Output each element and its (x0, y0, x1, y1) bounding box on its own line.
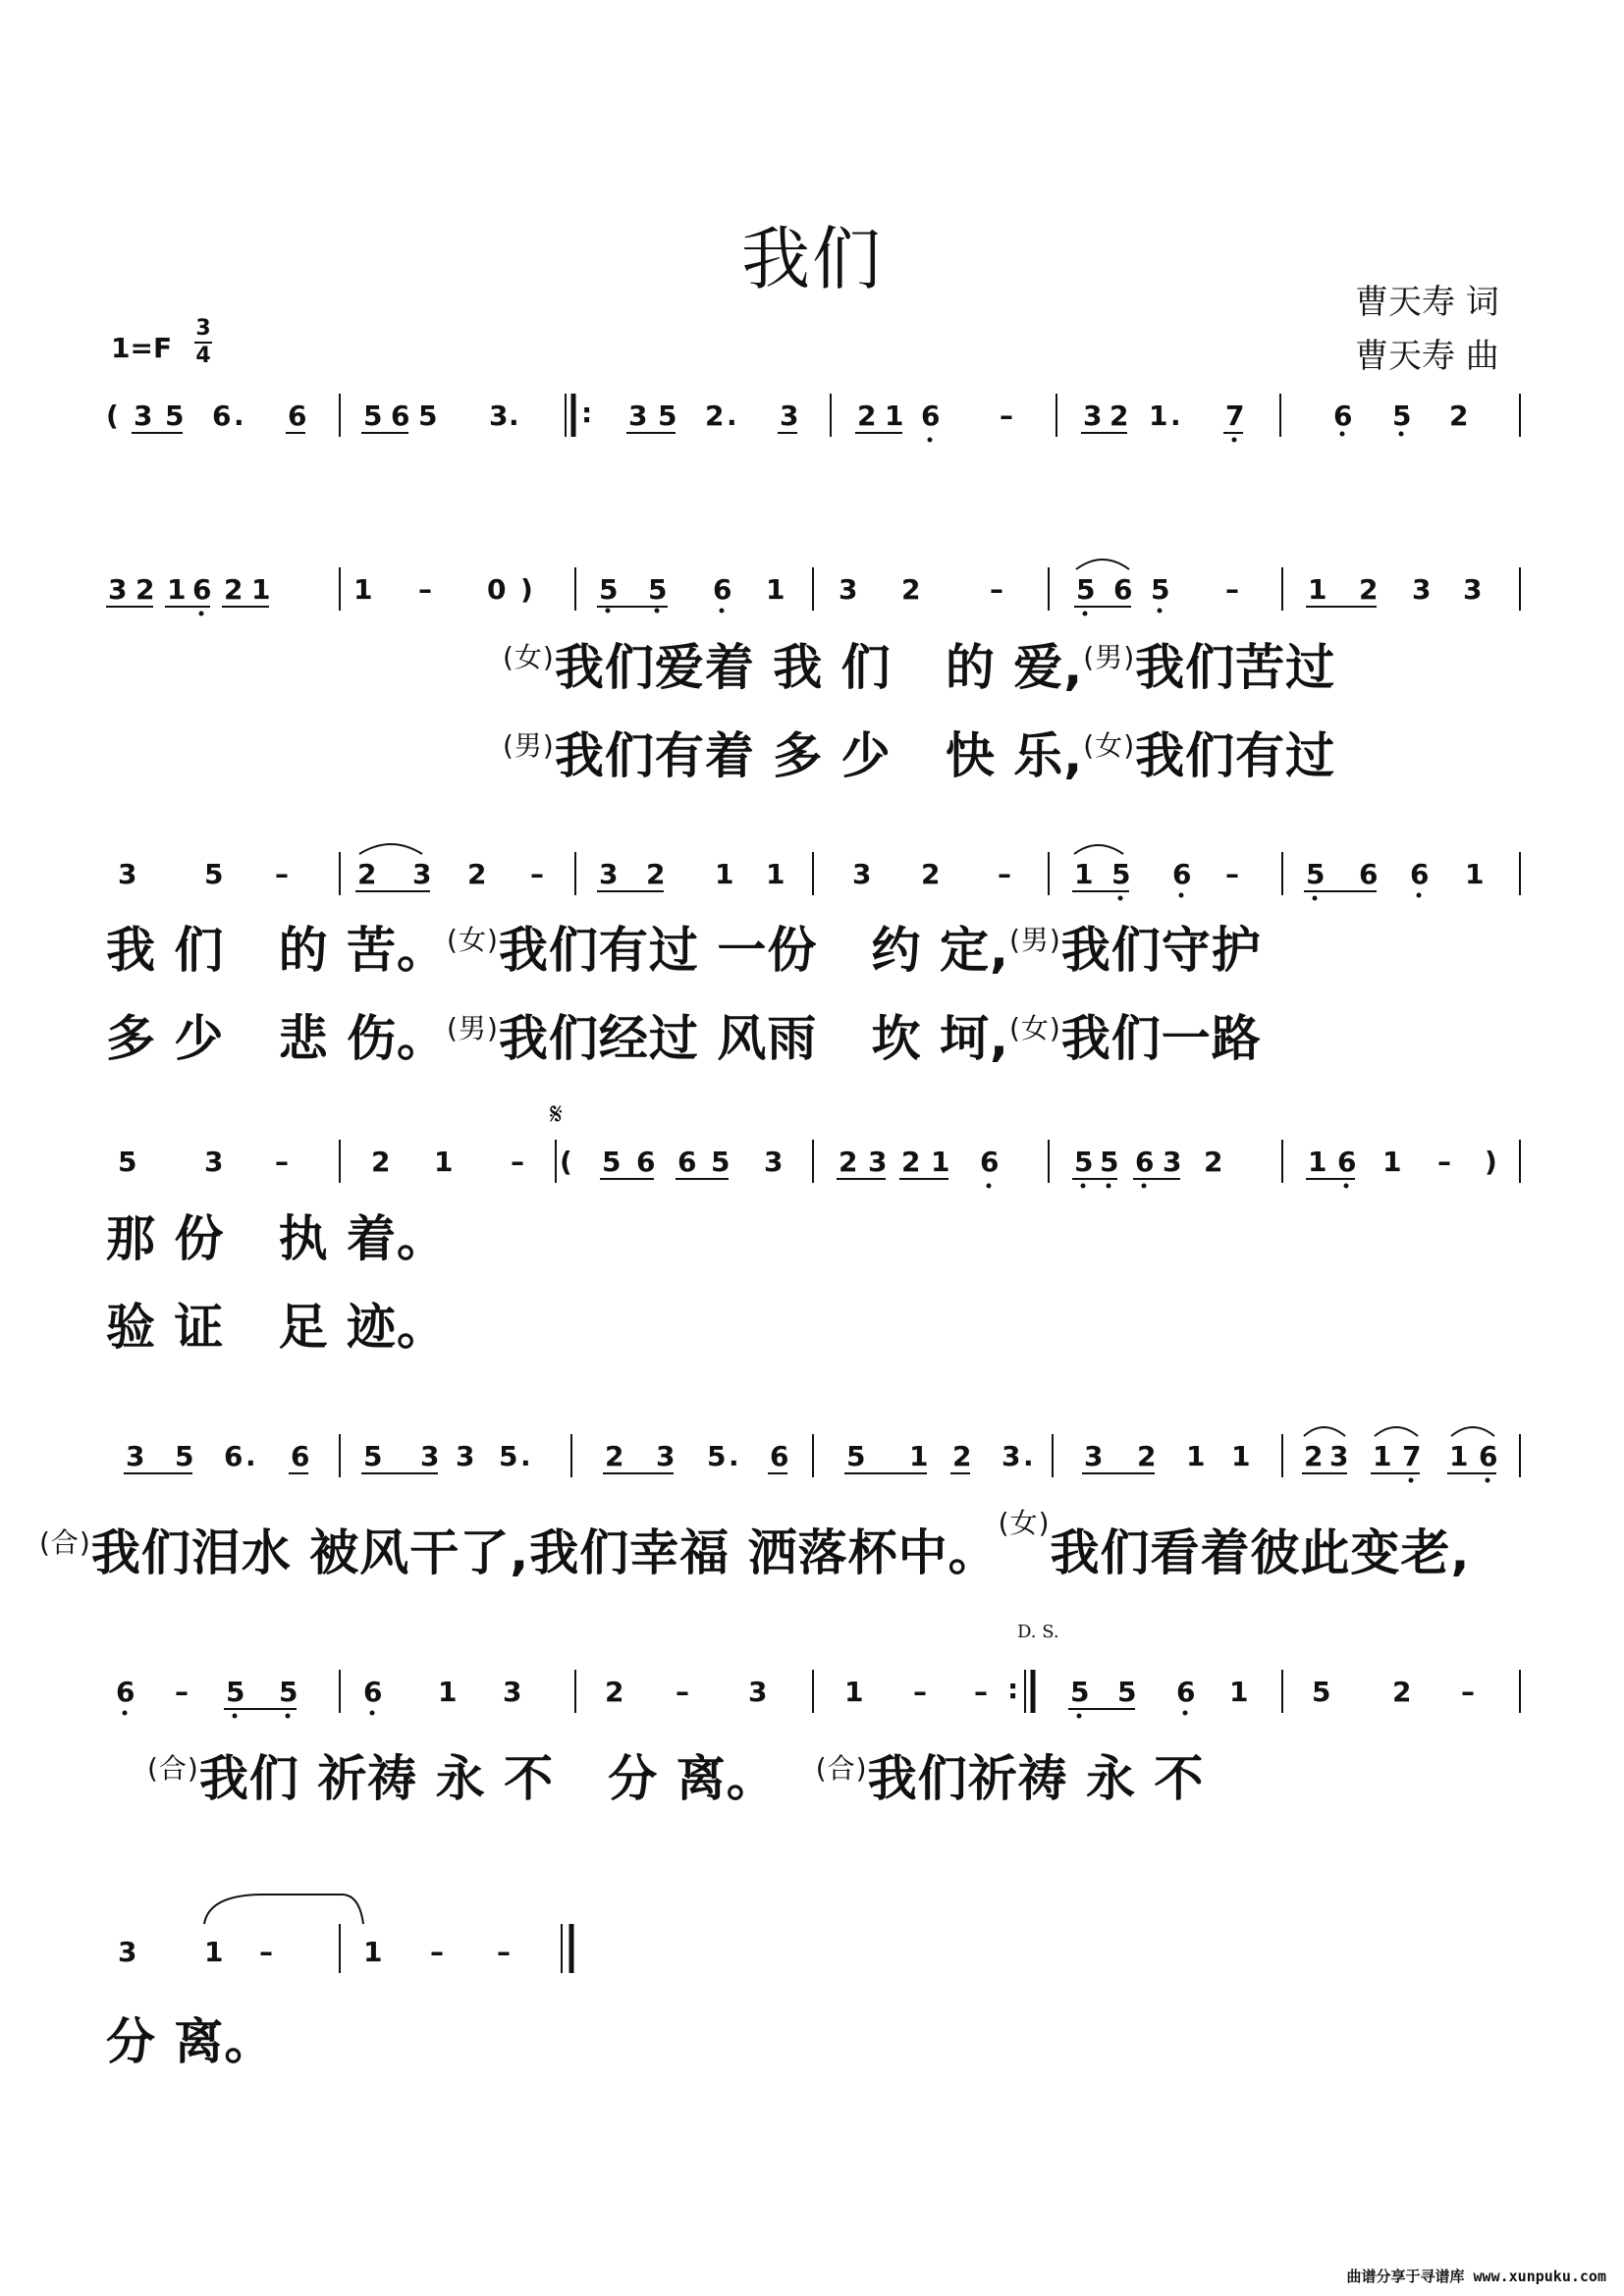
svg-text:6: 6 (1333, 400, 1353, 432)
svg-text:7: 7 (1225, 400, 1245, 432)
svg-text:): ) (520, 573, 533, 606)
svg-text:0: 0 (487, 573, 507, 606)
voice-tag: (女) (447, 924, 499, 956)
svg-text:–: – (913, 1676, 927, 1708)
svg-text:3: 3 (764, 1146, 784, 1178)
svg-text:5: 5 (1076, 573, 1096, 606)
lyric-text: 多 少 悲 伤。 (106, 1010, 448, 1067)
lyric-line-7: 分 离。 (106, 2013, 275, 2070)
svg-text:.: . (1023, 1440, 1034, 1472)
lyric-text: 我们一路 (1060, 1010, 1262, 1067)
svg-text:3: 3 (204, 1146, 224, 1178)
voice-tag: (男) (1008, 924, 1061, 956)
key-signature: 1=F (111, 332, 173, 364)
svg-text:2: 2 (839, 1146, 858, 1178)
svg-text:2: 2 (705, 400, 725, 432)
svg-text::: : (581, 397, 593, 429)
score-system-5 (106, 1428, 1530, 1487)
svg-text:(: ( (560, 1146, 572, 1178)
lyric-line-4-verse-2: 验 证 足 迹。 (106, 1299, 448, 1356)
svg-text:2: 2 (857, 400, 877, 432)
svg-text:6: 6 (116, 1676, 135, 1708)
lyric-text: 我们有过 (1135, 727, 1336, 784)
svg-text:2: 2 (605, 1676, 624, 1708)
svg-text:6: 6 (1172, 858, 1192, 890)
svg-text:1: 1 (715, 858, 734, 890)
lyricist-credit: 曹天寿 词 (1355, 283, 1499, 322)
svg-text:1: 1 (1229, 1676, 1249, 1708)
svg-text:2: 2 (224, 573, 244, 606)
svg-text:2: 2 (1449, 400, 1469, 432)
svg-text:6: 6 (363, 1676, 383, 1708)
svg-text:6: 6 (391, 400, 410, 432)
lyric-text: 我们有着 多 少 快 乐, (554, 727, 1084, 784)
time-signature-top: 3 (195, 316, 211, 341)
svg-text:2: 2 (1359, 573, 1379, 606)
svg-text:3: 3 (1083, 400, 1103, 432)
svg-text:7: 7 (1402, 1440, 1422, 1472)
svg-text::: : (1007, 1673, 1019, 1705)
svg-text:–: – (511, 1146, 524, 1178)
svg-text:3: 3 (118, 858, 137, 890)
svg-text:3: 3 (628, 400, 648, 432)
dal-segno-mark: D. S. (1017, 1622, 1059, 1642)
svg-text:6: 6 (677, 1146, 697, 1178)
svg-text:(: ( (106, 400, 119, 432)
svg-text:3: 3 (1329, 1440, 1349, 1472)
voice-tag: (男) (1083, 641, 1136, 673)
svg-text:.: . (729, 1440, 739, 1472)
svg-text:5: 5 (118, 1146, 137, 1178)
svg-text:1: 1 (353, 573, 373, 606)
svg-text:–: – (418, 573, 432, 606)
voice-tag: (女) (998, 1507, 1051, 1539)
lyric-line-4-verse-1: 那 份 执 着。 (106, 1210, 448, 1267)
svg-text:2: 2 (605, 1440, 624, 1472)
svg-text:6: 6 (770, 1440, 789, 1472)
svg-text:–: – (1000, 400, 1013, 432)
svg-text:3: 3 (852, 858, 872, 890)
score-system-3 (106, 846, 1530, 905)
svg-text:2: 2 (371, 1146, 391, 1178)
svg-text:6: 6 (1359, 858, 1379, 890)
svg-text:5: 5 (279, 1676, 298, 1708)
score-system-7 (106, 1914, 1530, 1983)
svg-text:6: 6 (921, 400, 941, 432)
svg-text:1: 1 (1149, 400, 1168, 432)
svg-text:1: 1 (363, 1936, 383, 1968)
svg-text:6: 6 (1479, 1440, 1498, 1472)
svg-text:–: – (1437, 1146, 1451, 1178)
lyric-line-5 (39, 1502, 1471, 1584)
svg-text:5: 5 (1151, 573, 1170, 606)
svg-text:3: 3 (420, 1440, 440, 1472)
svg-text:3: 3 (489, 400, 509, 432)
svg-text:1: 1 (931, 1146, 950, 1178)
svg-text:–: – (1461, 1676, 1475, 1708)
svg-text:1: 1 (766, 573, 785, 606)
svg-text:–: – (1225, 573, 1239, 606)
svg-text:5: 5 (846, 1440, 866, 1472)
svg-text:1: 1 (766, 858, 785, 890)
lyric-text: 我们苦过 (1135, 639, 1336, 696)
svg-text:.: . (245, 1440, 256, 1472)
svg-text:1: 1 (1382, 1146, 1402, 1178)
svg-text:.: . (520, 1440, 531, 1472)
svg-text:2: 2 (952, 1440, 972, 1472)
svg-text:1: 1 (1074, 858, 1094, 890)
svg-text:3: 3 (1163, 1146, 1182, 1178)
notation-graphic-5 (106, 1428, 1530, 1487)
svg-text:3: 3 (839, 573, 858, 606)
svg-text:3: 3 (134, 400, 153, 432)
svg-text:1: 1 (1308, 1146, 1327, 1178)
svg-text:2: 2 (467, 858, 487, 890)
svg-text:.: . (727, 400, 737, 432)
lyric-text: 我们守护 (1060, 922, 1262, 979)
svg-text:6: 6 (224, 1440, 244, 1472)
page-title: 我们 (741, 219, 883, 299)
notation-graphic-3 (106, 846, 1530, 905)
svg-text:3: 3 (1463, 573, 1483, 606)
lyric-line-3-verse-1 (106, 911, 1262, 982)
lyric-text: 我们有过 一份 约 定, (498, 922, 1009, 979)
svg-text:3: 3 (748, 1676, 768, 1708)
svg-text:5: 5 (602, 1146, 622, 1178)
svg-text:2: 2 (357, 858, 377, 890)
svg-text:.: . (1170, 400, 1181, 432)
svg-text:5: 5 (226, 1676, 245, 1708)
svg-text:5: 5 (499, 1440, 518, 1472)
svg-text:6: 6 (288, 400, 307, 432)
svg-text:–: – (275, 858, 289, 890)
svg-text:2: 2 (1304, 1440, 1324, 1472)
score-system-6 (106, 1664, 1530, 1723)
svg-text:6: 6 (1113, 573, 1133, 606)
svg-text:–: – (430, 1936, 444, 1968)
svg-text:6: 6 (1410, 858, 1430, 890)
lyric-text: 我们 祈祷 永 不 分 离。 (198, 1750, 777, 1807)
svg-text:5: 5 (418, 400, 438, 432)
notation-graphic-7 (106, 1914, 695, 1983)
svg-text:1: 1 (909, 1440, 929, 1472)
svg-text:2: 2 (135, 573, 155, 606)
svg-text:3: 3 (108, 573, 128, 606)
svg-text:–: – (990, 573, 1003, 606)
lyric-line-2-verse-1 (503, 628, 1335, 699)
lyric-line-3-verse-2 (106, 999, 1262, 1070)
svg-text:): ) (1485, 1146, 1497, 1178)
svg-text:2: 2 (1204, 1146, 1223, 1178)
notation-graphic-4 (106, 1134, 1530, 1193)
svg-text:–: – (275, 1146, 289, 1178)
svg-text:1: 1 (1186, 1440, 1206, 1472)
svg-text:1: 1 (1231, 1440, 1251, 1472)
voice-tag: (女) (503, 641, 555, 673)
svg-text:3: 3 (656, 1440, 676, 1472)
svg-text:–: – (998, 858, 1011, 890)
svg-text:5: 5 (648, 573, 668, 606)
voice-tag: (男) (447, 1012, 499, 1044)
svg-text:2: 2 (646, 858, 666, 890)
svg-text:5: 5 (1100, 1146, 1119, 1178)
score-system-4 (106, 1134, 1530, 1193)
svg-text:5: 5 (175, 1440, 194, 1472)
svg-text:2: 2 (1392, 1676, 1412, 1708)
lyric-line-2-verse-2 (503, 717, 1335, 787)
svg-text:1: 1 (1449, 1440, 1469, 1472)
svg-text:5: 5 (1312, 1676, 1331, 1708)
svg-text:3: 3 (780, 400, 799, 432)
voice-tag: (女) (1083, 729, 1136, 762)
voice-tag: (男) (503, 729, 555, 762)
footer-watermark: 曲谱分享于寻谱库 www.xunpuku.com (1346, 2268, 1606, 2285)
svg-text:2: 2 (901, 573, 921, 606)
svg-text:3: 3 (503, 1676, 522, 1708)
lyric-text: 我们祈祷 永 不 (867, 1750, 1205, 1807)
composer-credit: 曹天寿 曲 (1355, 337, 1499, 376)
svg-text:1: 1 (1308, 573, 1327, 606)
svg-text:3: 3 (1001, 1440, 1021, 1472)
svg-text:6: 6 (192, 573, 212, 606)
voice-tag: (女) (1008, 1012, 1061, 1044)
svg-text:5: 5 (204, 858, 224, 890)
svg-text:–: – (1225, 858, 1239, 890)
lyric-line-6 (147, 1739, 1204, 1810)
voice-tag: (合) (39, 1526, 91, 1559)
svg-text:3: 3 (118, 1936, 137, 1968)
svg-text:3: 3 (412, 858, 432, 890)
svg-text:2: 2 (921, 858, 941, 890)
svg-text:1: 1 (167, 573, 187, 606)
svg-text:1: 1 (204, 1936, 224, 1968)
lyric-text: 我们泪水 被风干了,我们幸福 洒落杯中。 (90, 1524, 999, 1581)
svg-text:3: 3 (126, 1440, 145, 1472)
svg-text:5: 5 (1117, 1676, 1137, 1708)
svg-text:5: 5 (707, 1440, 727, 1472)
time-signature-bottom: 4 (195, 344, 211, 368)
svg-text:1: 1 (251, 573, 271, 606)
svg-text:5: 5 (599, 573, 619, 606)
svg-text:2: 2 (1110, 400, 1129, 432)
time-signature (194, 316, 212, 369)
svg-text:6: 6 (291, 1440, 310, 1472)
lyric-text: 我们看着彼此变老, (1050, 1524, 1471, 1581)
svg-text:3: 3 (599, 858, 619, 890)
notation-graphic-6 (106, 1664, 1530, 1723)
svg-text:5: 5 (363, 1440, 383, 1472)
svg-text:1: 1 (844, 1676, 864, 1708)
svg-text:–: – (497, 1936, 511, 1968)
svg-text:1: 1 (438, 1676, 458, 1708)
notation-graphic-1 (106, 388, 1530, 447)
svg-text:5: 5 (1392, 400, 1412, 432)
svg-text:.: . (509, 400, 519, 432)
svg-text:3: 3 (1412, 573, 1432, 606)
svg-text:5: 5 (711, 1146, 731, 1178)
lyric-text: 我们经过 风雨 坎 坷, (498, 1010, 1009, 1067)
svg-text:1: 1 (434, 1146, 454, 1178)
svg-text:6: 6 (1135, 1146, 1155, 1178)
svg-text:6: 6 (1337, 1146, 1357, 1178)
lyric-text: 我 们 的 苦。 (106, 922, 448, 979)
svg-text:5: 5 (1111, 858, 1131, 890)
score-system-1 (106, 388, 1530, 447)
svg-text:3: 3 (868, 1146, 888, 1178)
segno-sign: 𝄋 (550, 1097, 563, 1132)
svg-text:1: 1 (1465, 858, 1485, 890)
svg-text:5: 5 (658, 400, 677, 432)
svg-text:5: 5 (1074, 1146, 1094, 1178)
svg-text:–: – (676, 1676, 689, 1708)
score-system-2 (106, 561, 1530, 620)
svg-text:6: 6 (1176, 1676, 1196, 1708)
svg-text:5: 5 (1306, 858, 1326, 890)
svg-text:5: 5 (363, 400, 383, 432)
voice-tag: (合) (815, 1752, 868, 1785)
svg-text:–: – (530, 858, 544, 890)
lyric-text: 我们爱着 我 们 的 爱, (554, 639, 1084, 696)
svg-text:3: 3 (456, 1440, 475, 1472)
svg-text:2: 2 (1137, 1440, 1157, 1472)
svg-text:1: 1 (885, 400, 904, 432)
notation-graphic-2 (106, 561, 1530, 620)
svg-text:6: 6 (636, 1146, 656, 1178)
svg-text:3: 3 (1084, 1440, 1104, 1472)
svg-text:6: 6 (713, 573, 732, 606)
svg-text:5: 5 (165, 400, 185, 432)
svg-text:–: – (974, 1676, 988, 1708)
svg-text:.: . (234, 400, 244, 432)
svg-text:6: 6 (980, 1146, 1000, 1178)
voice-tag: (合) (147, 1752, 199, 1785)
svg-text:–: – (259, 1936, 273, 1968)
svg-text:–: – (175, 1676, 189, 1708)
svg-text:5: 5 (1070, 1676, 1090, 1708)
svg-text:6: 6 (212, 400, 232, 432)
svg-text:1: 1 (1373, 1440, 1392, 1472)
svg-text:2: 2 (901, 1146, 921, 1178)
